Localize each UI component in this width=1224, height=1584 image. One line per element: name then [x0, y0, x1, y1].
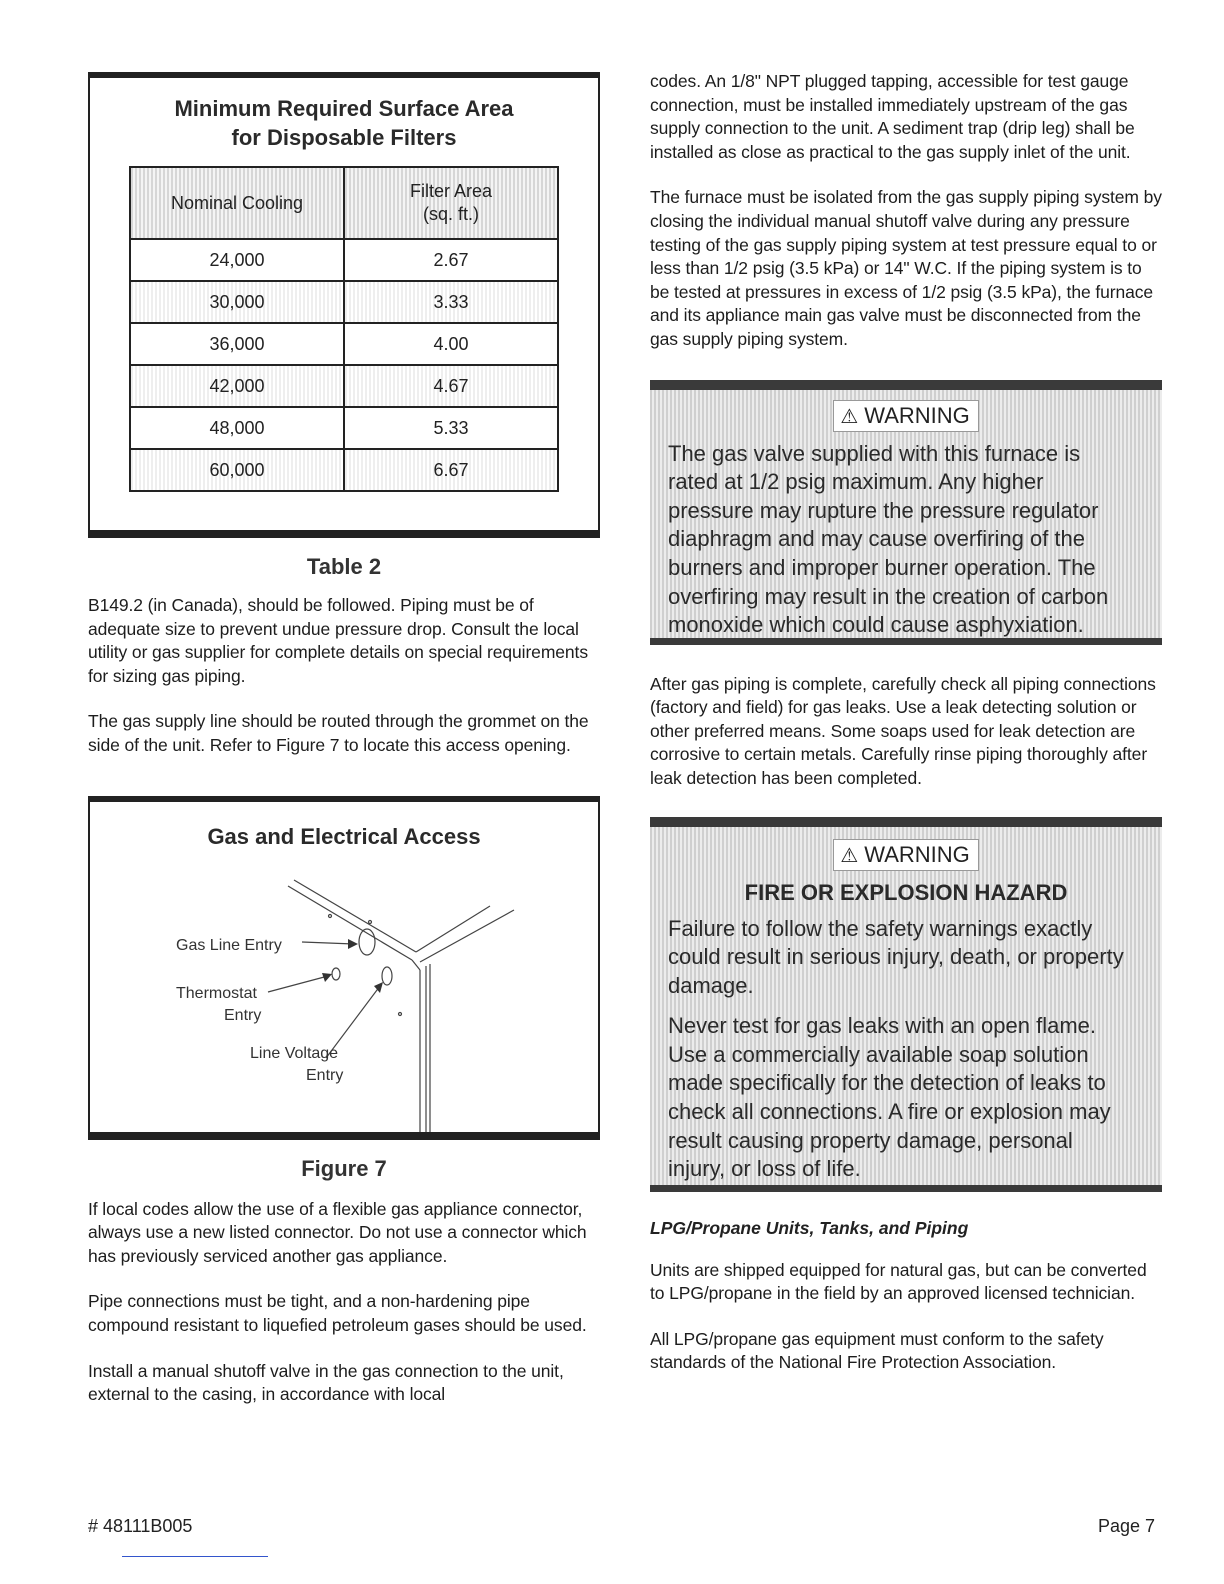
- cell-area: 2.67: [344, 239, 558, 281]
- warning-triangle-icon: ⚠: [840, 405, 859, 428]
- gas-line-arrowhead: [348, 939, 358, 949]
- warning-badge: [833, 839, 979, 871]
- table-row: [130, 281, 558, 323]
- paragraph-isolation: The furnace must be isolated from the gas supply piping system by closing the individual manual shutoff valve during any pressure testing of the gas supply piping system at test pressure equal to or less than 1/2 psig (3.5 kPa) or 14" W.C. If the piping system is to be tested at pressures in excess of 1/2 psig (3.5 kPa), the furnace and its appliance main gas valve must be disconnected from the gas supply piping system.: [650, 187, 1162, 349]
- header-nominal-cooling: Nominal Cooling: [130, 167, 344, 239]
- paragraph-piping-size: B149.2 (in Canada), should be followed. Piping must be of adequate size to prevent undue pressure drop. Consult the local utility or gas supplier for complete details on special requirements for sizing gas piping.: [88, 595, 588, 686]
- cell-cooling: 42,000: [130, 365, 344, 407]
- thermostat-arrowhead: [322, 973, 332, 982]
- paragraph-grommet: The gas supply line should be routed through the grommet on the side of the unit. Refer to Figure 7 to locate this access opening.: [88, 711, 589, 755]
- gas-line-leader: [302, 942, 354, 944]
- gas-line-entry-label: Gas Line Entry: [176, 936, 282, 954]
- cell-area: 4.67: [344, 365, 558, 407]
- header-filter-area-line2: (sq. ft.): [422, 204, 479, 224]
- header-filter-area: [344, 167, 558, 239]
- left-column: [88, 70, 600, 1407]
- cell-area: 3.33: [344, 281, 558, 323]
- warning-triangle-icon: ⚠: [840, 844, 859, 867]
- fire-hazard-subtitle: FIRE OR EXPLOSION HAZARD: [744, 879, 1068, 905]
- table-row: [130, 449, 558, 491]
- cell-area: 4.00: [344, 323, 558, 365]
- paragraph-pipe-connections: Pipe connections must be tight, and a non-hardening pipe compound resistant to liquefied petroleum gases should be used.: [88, 1291, 587, 1335]
- filter-table-title-line1: Minimum Required Surface Area: [174, 96, 514, 121]
- unit-top-right: [420, 910, 514, 962]
- cell-area: 5.33: [344, 407, 558, 449]
- rivet: [399, 1012, 402, 1015]
- table-row: [130, 239, 558, 281]
- thermostat-label-1: Thermostat: [176, 984, 257, 1002]
- filter-table-header-row: [130, 167, 558, 239]
- paragraph-npt-tapping: codes. An 1/8" NPT plugged tapping, accessible for test gauge connection, must be installed immediately upstream of the gas supply connection to the unit. A sediment trap (drip leg) shall be installed as close as practical to the gas supply inlet of the unit.: [650, 71, 1135, 162]
- cell-cooling: 24,000: [130, 239, 344, 281]
- cell-cooling: 36,000: [130, 323, 344, 365]
- thermostat-leader: [268, 976, 328, 992]
- table-row: [130, 323, 558, 365]
- right-column: [650, 70, 1162, 1375]
- paragraph-shutoff-valve: Install a manual shutoff valve in the gas connection to the unit, external to the casing, in accordance with local: [88, 1360, 564, 1405]
- warning-box-pressure: [650, 380, 1162, 645]
- warning-label: WARNING: [864, 402, 970, 428]
- doc-number: # 48111B005: [88, 1516, 193, 1536]
- figure7-box: [88, 796, 600, 1140]
- unit-top-edge: [288, 886, 412, 960]
- footer-rule: [122, 1556, 268, 1557]
- warning-box-fire: [650, 817, 1162, 1192]
- warning-badge: [833, 400, 979, 432]
- paragraph-lpg-standards: All LPG/propane gas equipment must conform to the safety standards of the National Fire Protection Association.: [650, 1328, 1104, 1373]
- unit-top-edge: [294, 880, 416, 952]
- cell-cooling: 30,000: [130, 281, 344, 323]
- warning-fire-text-1: Failure to follow the safety warnings exactly could result in serious injury, death, or property damage.: [668, 915, 1124, 998]
- table-caption: Table 2: [306, 554, 382, 579]
- unit-access-diagram: [90, 862, 598, 1132]
- figure-caption: Figure 7: [301, 1155, 387, 1181]
- filter-table-box: [88, 72, 600, 538]
- paragraph-flexible-connector: If local codes allow the use of a flexible gas appliance connector, always use a new listed connector. Do not use a connector which has previously serviced another gas appliance.: [88, 1198, 587, 1266]
- lpg-subheading: LPG/Propane Units, Tanks, and Piping: [650, 1217, 969, 1238]
- page-number: Page 7: [1098, 1516, 1156, 1536]
- warning-pressure-text: The gas valve supplied with this furnace is rated at 1/2 psig maximum. Any higher pressure may rupture the pressure regulator diaphragm and may cause overfiring of the burners and improper burner operation. The overfiring may result in the creation of carbon monoxide which could cause asphyxiation.: [668, 440, 1109, 638]
- line-voltage-label-2: Entry: [306, 1066, 344, 1084]
- header-filter-area-line1: Filter Area: [409, 181, 493, 201]
- table-row: [130, 365, 558, 407]
- filter-table-title: [90, 94, 598, 152]
- table-row: [130, 407, 558, 449]
- warning-fire-text-2: Never test for gas leaks with an open flame. Use a commercially available soap solution made specifically for the detection of leaks to check all connections. A fire or explosion may result causing property damage, personal injury, or loss of life.: [668, 1013, 1111, 1182]
- warning-label: WARNING: [864, 841, 970, 867]
- line-voltage-label-1: Line Voltage: [250, 1044, 339, 1062]
- cell-area: 6.67: [344, 449, 558, 491]
- rivet: [369, 920, 372, 923]
- cell-cooling: 60,000: [130, 449, 344, 491]
- line-voltage-entry-hole: [382, 967, 392, 985]
- filter-table-title-line2: for Disposable Filters: [231, 125, 457, 150]
- thermostat-entry-hole: [332, 968, 340, 980]
- paragraph-lpg-conversion: Units are shipped equipped for natural gas, but can be converted to LPG/propane in the field by an approved licensed technician.: [650, 1259, 1147, 1304]
- thermostat-label-2: Entry: [224, 1006, 262, 1024]
- unit-corner: [412, 960, 420, 970]
- rivet: [329, 914, 332, 917]
- paragraph-leak-check: After gas piping is complete, carefully check all piping connections (factory and field) for gas leaks. Use a leak detecting solution or other preferred means. Some soaps used for leak detection are corrosive to certain metals. Carefully rinse piping thoroughly after leak detection has been completed.: [650, 673, 1156, 788]
- figure7-title: Gas and Electrical Access: [207, 823, 481, 849]
- filter-table: [129, 166, 559, 492]
- cell-cooling: 48,000: [130, 407, 344, 449]
